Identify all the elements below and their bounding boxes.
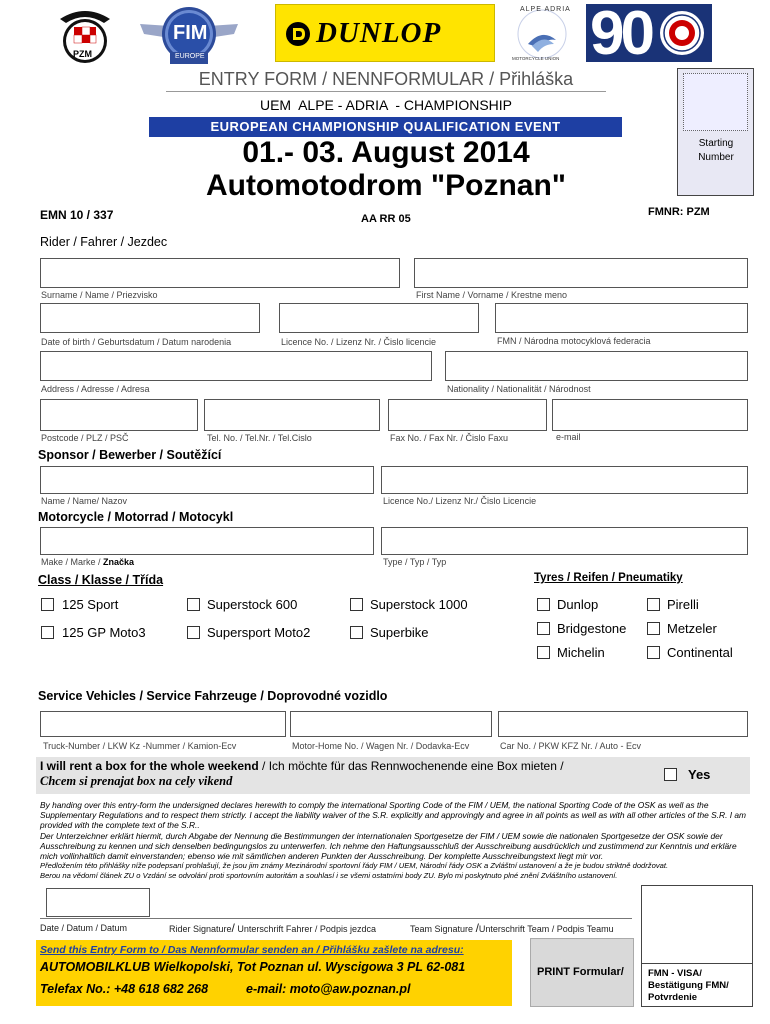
class-superbike-checkbox[interactable]: [350, 626, 363, 639]
tyre-continental-label: Continental: [667, 645, 733, 660]
fmn-field[interactable]: [495, 303, 748, 333]
sponsor-licence-label: Licence No./ Lizenz Nr./ Čislo Licencie: [383, 496, 537, 506]
declaration-text: [40, 800, 752, 882]
declaration-cz2: Berou na vědomí článek ZU o Vzdání se odvolání proti sportovním autoritám a souhlasí i se všemi ostatními body ZU. Bylo mi poskytnuto plné znění Zvláštního ustanovení.: [40, 871, 618, 881]
class-supersport-moto2-checkbox[interactable]: [187, 626, 200, 639]
email-label: e-mail: [556, 432, 581, 442]
event-venue: Automotodrom "Poznan": [205, 169, 567, 202]
dob-label: Date of birth / Geburtsdatum / Datum narodenia: [41, 337, 232, 347]
tyre-bridgestone-label: Bridgestone: [557, 621, 627, 636]
alpe-adria-sub: MOTORCYCLE UNION: [512, 56, 560, 61]
tyre-metzeler-label: Metzeler: [667, 621, 717, 636]
class-125gp-moto3-checkbox[interactable]: [41, 626, 54, 639]
tyre-michelin-label: Michelin: [557, 645, 605, 660]
sponsor-name-field[interactable]: [40, 466, 374, 494]
tyres-section-title: Tyres / Reifen / Pneumatiky: [534, 572, 683, 584]
make-field[interactable]: [40, 527, 374, 555]
fax-field[interactable]: [388, 399, 547, 431]
box-rental-line2: Chcem si prenajat box na cely vikend: [40, 774, 233, 788]
fmn-visa-line1: FMN - VISA/: [648, 968, 702, 979]
fmn-visa-line2: Bestätigung FMN/: [648, 980, 729, 991]
class-superstock-600-label: Superstock 600: [207, 597, 298, 612]
class-superstock-1000-label: Superstock 1000: [370, 597, 468, 612]
tyre-dunlop-checkbox[interactable]: [537, 598, 550, 611]
tel-field[interactable]: [204, 399, 380, 431]
motorcycle-section-title: Motorcycle / Motorrad / Motocykl: [38, 510, 234, 524]
make-label-text: Make / Marke /: [41, 557, 104, 567]
rider-signature-label: Rider Signature/ Unterschrift Fahrer / Podpis jezdca: [169, 921, 376, 935]
service-section-title: Service Vehicles / Service Fahrzeuge / Doprovodné vozidlo: [38, 689, 388, 703]
send-to-telefax: Telefax No.: +48 618 682 268: [40, 982, 209, 996]
class-superstock-1000-checkbox[interactable]: [350, 598, 363, 611]
class-supersport-moto2-label: Supersport Moto2: [207, 625, 311, 640]
fim-europe-logo: [140, 4, 238, 66]
class-superbike-label: Superbike: [370, 625, 429, 640]
first-name-field[interactable]: [414, 258, 748, 288]
car-number-field[interactable]: [498, 711, 748, 737]
fmnr-label: FMNR: PZM: [648, 206, 710, 218]
print-form-label: PRINT Formular/: [537, 966, 624, 978]
licence-field[interactable]: [279, 303, 479, 333]
dob-field[interactable]: [40, 303, 260, 333]
aarr-number: AA RR 05: [361, 213, 411, 225]
anniversary-text: 90: [590, 0, 651, 68]
rider-section-title: Rider / Fahrer / Jezdec: [40, 235, 168, 249]
box-rental-bold: I will rent a box for the whole weekend: [40, 759, 259, 773]
signature-line: [40, 918, 632, 919]
team-signature-label: Team Signature /Unterschrift Team / Podpis Teamu: [410, 921, 614, 935]
starting-number-box[interactable]: [677, 68, 754, 196]
truck-number-label: Truck-Number / LKW Kz -Nummer / Kamion-Ecv: [43, 741, 237, 751]
car-number-label: Car No. / PKW KFZ Nr. / Auto - Ecv: [500, 741, 642, 751]
class-section-title: Class / Klasse / Třída: [38, 573, 164, 587]
sponsor-name-label: Name / Name/ Nazov: [41, 496, 128, 506]
dunlop-text: DUNLOP: [316, 17, 442, 49]
address-label: Address / Adresse / Adresa: [41, 384, 150, 394]
fim-text: FIM: [173, 22, 208, 44]
starting-number-inner: [683, 73, 748, 131]
fmn-visa-line3: Potvrdenie: [648, 992, 698, 1003]
anniversary-90-logo: [586, 0, 712, 68]
nationality-label: Nationality / Nationalität / Národnost: [447, 384, 591, 394]
date-label: Date / Datum / Datum: [40, 923, 128, 933]
alpe-adria-logo: [510, 4, 574, 64]
sponsor-licence-field[interactable]: [381, 466, 748, 494]
pzm-logo: [52, 5, 118, 67]
tel-label: Tel. No. / Tel.Nr. / Tel.Cislo: [207, 433, 312, 443]
rider-signature-rest: Unterschrift Fahrer / Podpis jezdca: [237, 924, 376, 934]
fax-label: Fax No. / Fax Nr. / Čislo Faxu: [390, 433, 509, 443]
declaration-de: Der Unterzeichner erklärt hiermit, durch Abgabe der Nennung die Bestimmungen der internationalen Sportgesetze der FIM / UEM sowie die nationalen Sportgesetze der OSK sowie der Ausschreibung zu kennen und sich denselben bedingungslos zu unterwerfen. Ich nehme den Haftungsausschluß der Ausschreibung ausdrücklich und zustimmend zur Kenntnis und erkläre mich vollinhaltlich damit einverstanden; ebenso wie mit sämtlichen anderen Punkten der Ausschreibung. Der komplette Ausschreibungstext liegt mir vor.: [40, 830, 737, 862]
starting-number-label: Starting Number: [698, 138, 734, 163]
send-to-email: e-mail: moto@aw.poznan.pl: [246, 982, 411, 996]
licence-label: Licence No. / Lizenz Nr. / Čislo licencie: [281, 337, 437, 347]
class-superstock-600-checkbox[interactable]: [187, 598, 200, 611]
tyre-pirelli-label: Pirelli: [667, 597, 699, 612]
truck-number-field[interactable]: [40, 711, 286, 737]
declaration-en: By handing over this entry-form the undersigned declares herewith to comply the international Sporting Code of the FIM / UEM, the national Sporting Code of the OSK as well as the Supplementary Regulations and to respect them strictly. I accept the liability waiver of the S.R. explicitly and approvingly and agree in all points as well as with all other articles of the S.R. I am provided with the complete text of the S.R..: [40, 800, 747, 831]
rider-signature-text: Rider Signature: [169, 924, 232, 934]
postcode-field[interactable]: [40, 399, 198, 431]
declaration-cz1: Předložením této přihlášky níže podepsaní prohlašují, že jsou jim známy Mezinárodní sportovní řády FIM / UEM, Národní řády OSK a Zvláštní ustanovení a že je budou striktně dodržovat.: [40, 861, 669, 871]
motorhome-number-label: Motor-Home No. / Wagen Nr. / Dodavka-Ecv: [292, 741, 470, 751]
dunlop-logo: [275, 4, 495, 62]
box-rental-rest: / Ich möchte für das Rennwochenende eine Box mieten /: [258, 759, 564, 773]
team-signature-text: Team Signature: [410, 924, 474, 934]
header-rule: [166, 91, 606, 92]
address-field[interactable]: [40, 351, 432, 381]
sponsor-section-title: Sponsor / Bewerber / Soutěžící: [38, 448, 222, 462]
fmn-visa-stamp-area[interactable]: [642, 886, 752, 964]
class-125-sport-label: 125 Sport: [62, 597, 119, 612]
nationality-field[interactable]: [445, 351, 748, 381]
first-name-label: First Name / Vorname / Krestne meno: [416, 290, 568, 300]
send-to-heading: Send this Entry Form to / Das Nennformular senden an / Přihlášku zašlete na adresu:: [40, 944, 464, 956]
type-label: Type / Typ / Typ: [383, 557, 447, 567]
emn-number: EMN 10 / 337: [40, 208, 114, 222]
postcode-label: Postcode / PLZ / PSČ: [41, 433, 129, 443]
surname-label: Surname / Name / Priezvisko: [41, 290, 158, 300]
tyre-dunlop-label: Dunlop: [557, 597, 599, 612]
event-dates: 01.- 03. August 2014: [242, 136, 530, 169]
surname-field[interactable]: [40, 258, 400, 288]
tyre-michelin-checkbox[interactable]: [537, 646, 550, 659]
fmn-label: FMN / Národna motocyklová federacia: [497, 336, 651, 346]
team-signature-rest: Unterschrift Team / Podpis Teamu: [478, 924, 614, 934]
tyre-pirelli-checkbox[interactable]: [647, 598, 660, 611]
print-form-button[interactable]: [530, 938, 634, 1007]
box-rental-yes-checkbox[interactable]: [664, 768, 677, 781]
tyre-metzeler-checkbox[interactable]: [647, 622, 660, 635]
make-label-bold: Značka: [103, 557, 135, 567]
send-to-address: AUTOMOBILKLUB Wielkopolski, Tot Poznan ul. Wyscigowa 3 PL 62-081: [40, 960, 466, 974]
box-rental-yes-label: Yes: [688, 767, 711, 782]
class-125-sport-checkbox[interactable]: [41, 598, 54, 611]
fim-sub-text: EUROPE: [175, 53, 205, 60]
fmn-visa-box: [641, 885, 753, 1007]
tyre-continental-checkbox[interactable]: [647, 646, 660, 659]
qualification-bar: EUROPEAN CHAMPIONSHIP QUALIFICATION EVENT: [149, 117, 622, 137]
class-125gp-moto3-label: 125 GP Moto3: [62, 625, 146, 640]
alpe-adria-text: ALPE ADRIA: [520, 6, 571, 13]
make-label: [41, 557, 134, 567]
box-rental-line1: [40, 759, 564, 773]
motorhome-number-field[interactable]: [290, 711, 492, 737]
form-title: ENTRY FORM / NENNFORMULAR / Přihláška: [198, 69, 574, 89]
tyre-bridgestone-checkbox[interactable]: [537, 622, 550, 635]
championship-line: UEM ALPE - ADRIA - CHAMPIONSHIP: [259, 97, 513, 113]
email-field[interactable]: [552, 399, 748, 431]
date-field[interactable]: [46, 888, 150, 917]
pzm-text: PZM: [73, 49, 92, 59]
type-field[interactable]: [381, 527, 748, 555]
